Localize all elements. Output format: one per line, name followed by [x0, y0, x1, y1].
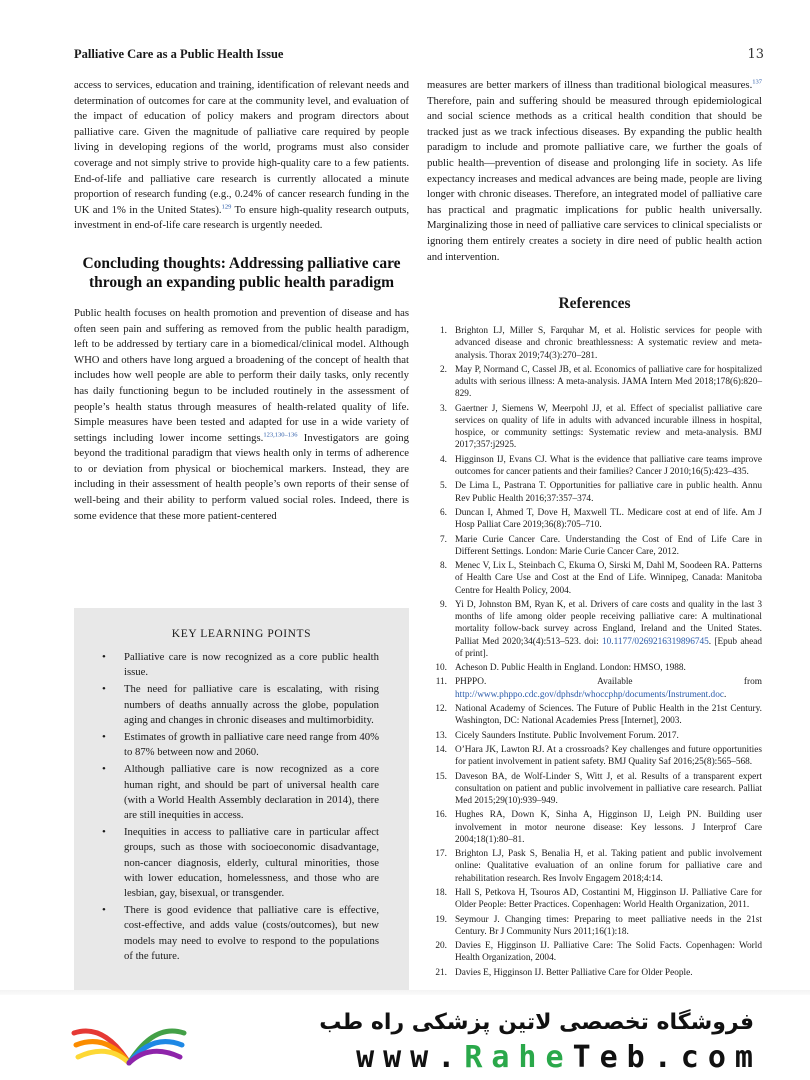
right-column [427, 78, 762, 981]
reference-number: 10. [435, 663, 447, 674]
reference-item [427, 771, 762, 808]
book-logo-icon [64, 1003, 194, 1073]
references-list [427, 325, 762, 979]
reference-number: 19. [435, 914, 447, 925]
references-heading: References [558, 295, 631, 313]
reference-text: Acheson D. Public Health in England. London: HMSO, 1988. [455, 663, 686, 674]
section-heading: Concluding thoughts: Addressing palliative care through an expanding public health paradigm [82, 254, 401, 291]
left-column [74, 78, 409, 524]
reference-tail: . [723, 689, 727, 700]
reference-text: Brighton LJ, Pask S, Benalia H, et al. Taking patient and public involvement online: Qualitative evaluation of an online forum for palliative care and rehabilitation research. Res Involv Engagem 2018;4:14. [455, 849, 762, 884]
reference-text: Yi D, Johnston BM, Ryan K, et al. Drivers of care costs and quality in the last 3 months of life among older people receiving palliative care: A multinational mortality follow-back survey across England, Ireland and the United States. Palliat Med 2020;34(4):513–523. doi: [455, 599, 762, 647]
reference-item [427, 940, 762, 964]
reference-text: O’Hara JK, Lawton RJ. At a crossroads? Key challenges and future opportunities for patient involvement in patient safety. BMJ Quality Saf 2016;25(8):565–568. [455, 745, 762, 768]
reference-item [427, 507, 762, 531]
key-point-item: • There is good evidence that palliative care is effective, cost-effective, and adds value (costs/outcomes), but new models may need to evolve to respond to the populations of the future. [124, 903, 379, 964]
store-name: فروشگاه تخصصی لاتین پزشکی راه طب [319, 1010, 754, 1035]
reference-item [427, 703, 762, 727]
reference-item [427, 809, 762, 846]
reference-text: Brighton LJ, Miller S, Farquhar M, et al. Holistic services for people with advanced disease and chronic breathlessness: A systematic review and meta-analysis. Thorax 2019;74(3):270–281. [455, 326, 762, 361]
reference-text: Marie Curie Cancer Care. Understanding the Cost of End of Life Care in Different Settings. London: Marie Curie Cancer Care, 2012. [455, 534, 762, 557]
reference-text: Davies E, Higginson IJ. Better Palliative Care for Older People. [455, 967, 693, 978]
citation[interactable]: 129 [221, 203, 232, 211]
key-learning-points-box [74, 608, 409, 1000]
reference-number: 16. [435, 810, 447, 821]
reference-number: 8. [440, 561, 447, 572]
reference-item [427, 967, 762, 979]
reference-text: PHPPO. Available from [455, 677, 762, 688]
reference-item [427, 364, 762, 401]
reference-text: Hall S, Petkova H, Tsouros AD, Costantini M, Higginson IJ. Palliative Care for Older People: Better Practices. Copenhagen: World Health Organization, 2011. [455, 888, 762, 911]
reference-number: 5. [440, 481, 447, 492]
reference-text: Higginson IJ, Evans CJ. What is the evidence that palliative care teams improve outcomes for cancer patients and their families? Cancer J 2010;16(5):423–435. [455, 454, 762, 477]
key-point-item: • Palliative care is now recognized as a core public health issue. [124, 650, 379, 680]
key-learning-points-list [74, 650, 409, 964]
reference-link[interactable]: http://www.phppo.cdc.gov/dphsdr/whoccphp/documents/Instrument.doc [455, 689, 724, 700]
reference-text: May P, Normand C, Cassel JB, et al. Economics of palliative care for hospitalized adults with serious illness: A meta-analysis. JAMA Intern Med 2018;178(6):820–829. [455, 364, 762, 400]
key-point-item: • The need for palliative care is escalating, with rising numbers of deaths annually across the globe, population aging and changes in chronic diseases and multimorbidity. [124, 682, 379, 728]
citation[interactable]: 123,130–136 [263, 431, 298, 439]
reference-item [427, 325, 762, 362]
reference-number: 17. [435, 849, 447, 860]
reference-item [427, 560, 762, 597]
reference-text: Menec V, Lix L, Steinbach C, Ekuma O, Sirski M, Dahl M, Soodeen RA. Patterns of Health Care Use and Cost at the End of Life. Winnipeg, Canada: Manitoba Centre for Health Policy, 2004. [455, 561, 762, 596]
reference-item [427, 914, 762, 938]
reference-text: National Academy of Sciences. The Future of Public Health in the 21st Century. Washington, DC: National Academies Press [Internet], 2003. [455, 704, 762, 727]
reference-text: De Lima L, Pastrana T. Opportunities for palliative care in public health. Annu Rev Public Health 2016;37:357–374. [455, 481, 762, 504]
reference-number: 14. [435, 745, 447, 756]
reference-number: 13. [435, 730, 447, 741]
reference-number: 18. [435, 888, 447, 899]
reference-text: Seymour J. Changing times: Preparing to meet palliative needs in the 21st Century. Br J Community Nurs 2011;16(1):18. [455, 914, 762, 937]
reference-item [427, 454, 762, 478]
running-title: Palliative Care as a Public Health Issue [74, 47, 284, 61]
reference-number: 9. [440, 599, 447, 610]
key-point-item: • Estimates of growth in palliative care need range from 40% to 87% between now and 2060. [124, 730, 379, 760]
page-number: 13 [747, 47, 764, 62]
reference-number: 12. [435, 704, 447, 715]
reference-number: 4. [440, 454, 447, 465]
reference-number: 21. [435, 967, 447, 978]
reference-number: 6. [440, 507, 447, 518]
key-point-item: • Inequities in access to palliative care in particular affect groups, such as those with socioeconomic disadvantage, non-cancer diagnosis, elderly, cultural minorities, those with lower education, homelessness, and those who are lesbian, gay, bisexual, or transgender. [124, 825, 379, 901]
reference-item [427, 480, 762, 504]
reference-number: 20. [435, 941, 447, 952]
reference-text: Gaertner J, Siemens W, Meerpohl JJ, et al. Effect of specialist palliative care services on quality of life in adults with advanced incurable illness in hospital, hospice, or community settings: Systematic review and meta-analysis. BMJ 2017;357:j2925. [455, 403, 762, 451]
key-point-item: • Although palliative care is now recognized as a core human right, and should be part of universal health care (with a World Health Assembly declaration in 2014), there are still inequities in access. [124, 762, 379, 823]
section-paragraph: Public health focuses on health promotion and prevention of disease and has often seen pain and suffering as removed from the public health paradigm, left to be addressed by tertiary care in a biomedical/clinical model. Although WHO and others have long argued a broadening of the concept of health that includes how well people are able to perform their daily tasks, only recently has daily functioning begun to be included routinely in the assessment of people’s health status through measures of health-related quality of life. Simple measures have been tested and adapted for use in a wide variety of settings including lower income settings.$^{123,130-136}$ Investigators are going beyond the traditional paradigm that views health only in terms of adherence to or deviation from physical or biochemical markers. Instead, they are including in their assessment of health people’s own reports of their sense of well-being and their ability to perform valued social roles. Indeed, there is some evidence that these more patient-centered [74, 306, 409, 522]
reference-item [427, 534, 762, 558]
reference-item [427, 848, 762, 885]
continuation-paragraph: measures are better markers of illness than traditional biological measures.$^{137}$ Therefore, pain and suffering should be measured through epidemiological and social science methods as a critical health condition that should be tracked just as we track infectious diseases. By expanding the public health paradigm to include and promote palliative care, we further the goals of public health—prevention of disease and prolonging life in society. As life expectancy increases and medical advances are being made, people are living longer with chronic diseases. Therefore, an integrated model of palliative care has practical and pragmatic implications for public health universally. Marginalizing those in need of palliative care services to clinical specialists or ignoring them entirely creates a society in dire need of public health action and intervention. [427, 78, 762, 263]
reference-text: Duncan I, Ahmed T, Dove H, Maxwell TL. Medicare cost at end of life. Am J Hosp Palliat Care 2019;36(8):705–710. [455, 507, 762, 531]
reference-text: Hughes RA, Down K, Sinha A, Higginson IJ, Leigh PN. Building user involvement in motor neurone disease: Key lessons. J Interprof Care 2004;18(1):80–81. [455, 810, 762, 845]
reference-text: Cicely Saunders Institute. Public Involvement Forum. 2017. [455, 730, 679, 741]
reference-item [427, 662, 762, 674]
reference-item [427, 403, 762, 452]
reference-number: 15. [435, 771, 447, 782]
intro-paragraph: access to services, education and training, identification of relevant needs and determination of outcomes for care at the community level, and evaluation of the impact of education of policy makers and program directors about palliative care. Given the magnitude of palliative care required by people living in developing regions of the world, programs must also consider coverage and not simply strive to provide high-quality care to a few patients. End-of-life and palliative care research is currently allocated a minute proportion of research funding (e.g., 0.24% of cancer research funding in the UK and 1% in the United States).$^{129}$ To ensure high-quality research outputs, investment in end-of-life care research is urgently needed. [74, 79, 409, 232]
reference-number: 1. [440, 326, 447, 337]
reference-text: Daveson BA, de Wolf-Linder S, Witt J, et al. Results of a transparent expert consultation on patient and public involvement in palliative care research. Palliat Med 2015;29(10):939–949. [455, 771, 762, 807]
store-url-link[interactable]: www.RaheTeb.com [356, 1040, 762, 1075]
key-learning-points-title: KEY LEARNING POINTS [171, 628, 312, 640]
reference-number: 2. [440, 364, 447, 375]
citation[interactable]: 137 [752, 78, 762, 86]
reference-number: 7. [440, 534, 447, 545]
reference-item [427, 887, 762, 911]
reference-item [427, 599, 762, 660]
reference-number: 3. [440, 403, 447, 414]
reference-item [427, 676, 762, 700]
reference-item [427, 730, 762, 742]
reference-text: Davies E, Higginson IJ. Palliative Care: The Solid Facts. Copenhagen: World Health Organization, 2004. [455, 941, 762, 964]
reference-link[interactable]: 10.1177/0269216319896745 [601, 636, 709, 647]
reference-number: 11. [435, 677, 447, 688]
reference-tail: . [Epub ahead of print]. [455, 636, 762, 659]
reference-item [427, 744, 762, 768]
